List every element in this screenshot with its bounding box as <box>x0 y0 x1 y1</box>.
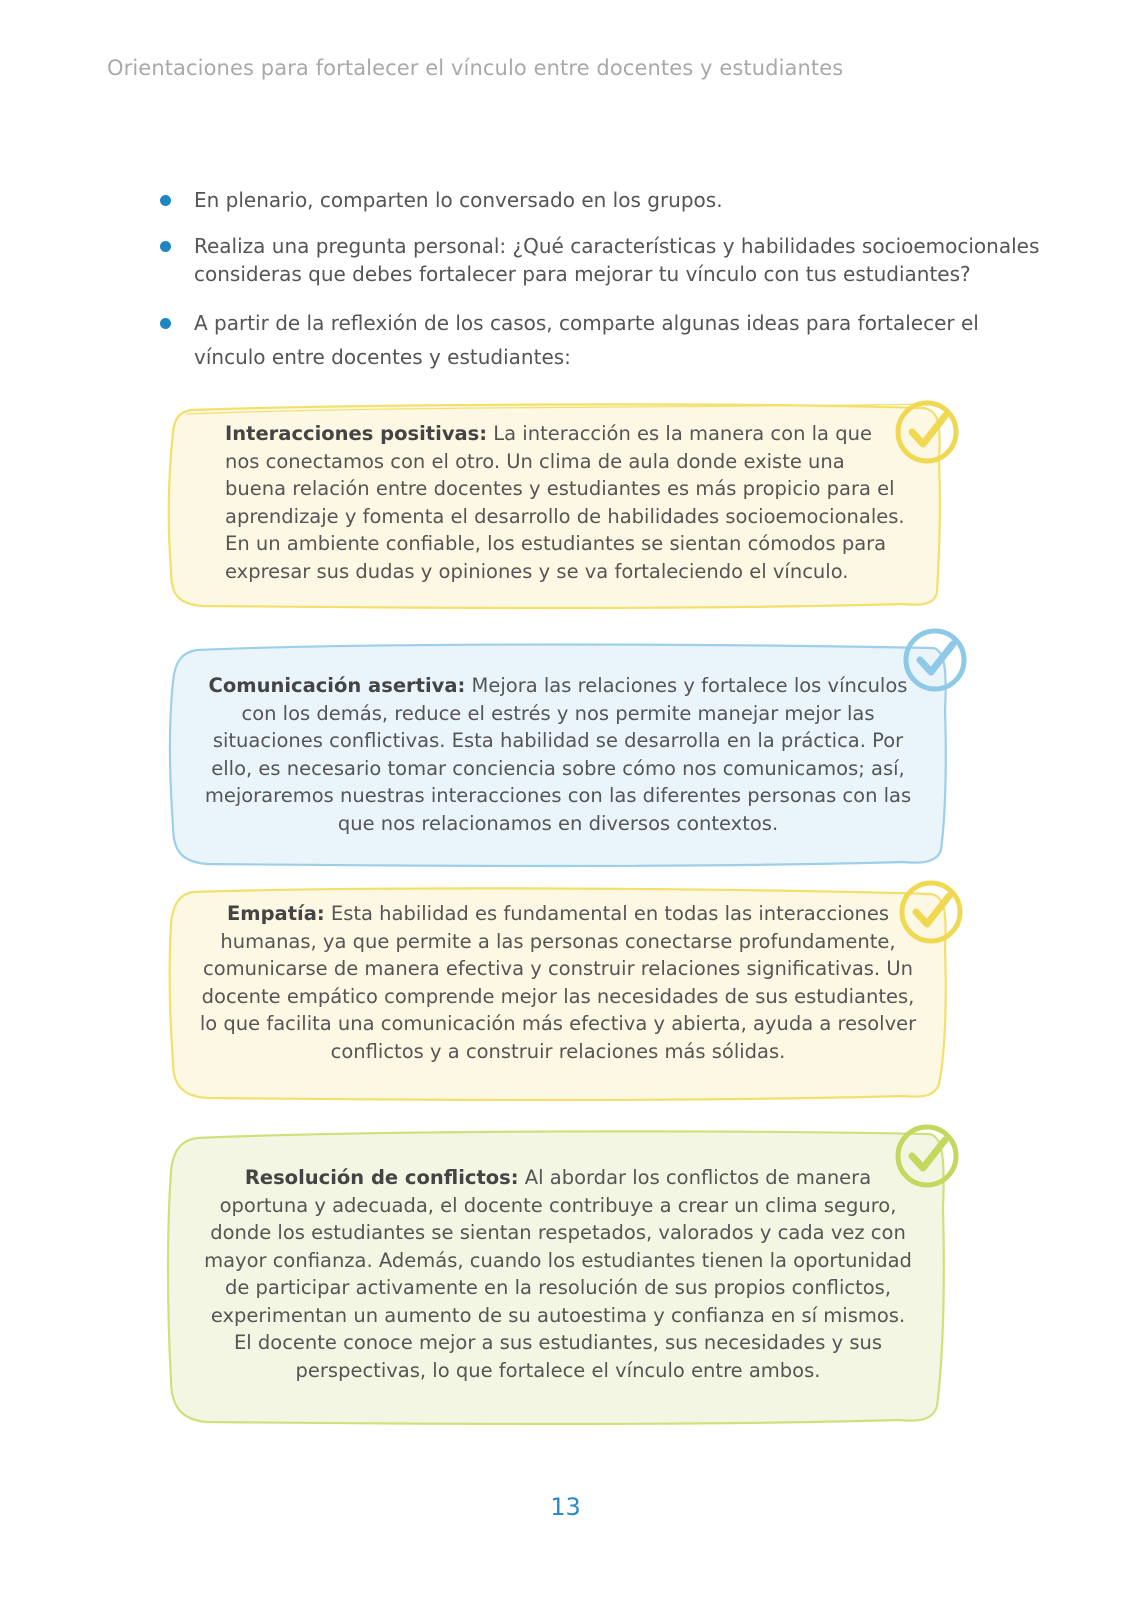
bullet-text: Realiza una pregunta personal: ¿Qué características y habilidades socioemocionales consideras que debes fortalecer para mejorar tu vínculo con tus estudiantes? <box>194 234 1040 286</box>
card-title: Comunicación asertiva: <box>208 674 466 697</box>
card-empatia <box>163 884 953 1104</box>
card-text <box>225 420 905 585</box>
card-title: Resolución de conflictos: <box>244 1166 519 1189</box>
bullet-dot <box>160 195 171 206</box>
bullet-dot <box>160 241 171 252</box>
card-interacciones-positivas <box>163 400 943 612</box>
running-header: Orientaciones para fortalecer el vínculo entre docentes y estudiantes <box>107 56 844 80</box>
bullet-item <box>160 232 1040 288</box>
page-number: 13 <box>550 1493 581 1521</box>
card-body: Al abordar los conflictos de manera oportuna y adecuada, el docente contribuye a crear un clima seguro, donde los estudiantes se sientan respetados, valorados y cada vez con mayor confianza. Además, cuando los estudiantes tienen la oportunidad de participar activamente en la resolución de sus propios conflictos, experimentan un aumento de su autoestima y confianza en sí mismos. El docente conoce mejor a sus estudiantes, sus necesidades y sus perspectivas, lo que fortalece el vínculo entre ambos. <box>204 1166 912 1382</box>
card-text <box>203 1164 913 1384</box>
check-icon <box>891 396 963 468</box>
card-comunicacion-asertiva <box>163 640 953 872</box>
card-body: Mejora las relaciones y fortalece los vínculos con los demás, reduce el estrés y nos permite manejar mejor las situaciones conflictivas. Esta habilidad se desarrolla en la práctica. Por ello, es necesario tomar conciencia sobre cómo nos comunicamos; así, mejoraremos nuestras interacciones con las diferentes personas con las que nos relacionamos en diversos contextos. <box>204 674 912 835</box>
card-title: Interacciones positivas: <box>225 422 488 445</box>
check-icon <box>891 1120 963 1192</box>
bullet-list <box>160 186 1040 392</box>
check-icon <box>899 624 971 696</box>
card-resolucion-de-conflictos <box>163 1128 953 1428</box>
bullet-item <box>160 306 1040 374</box>
check-icon <box>895 876 967 948</box>
card-text <box>203 672 913 837</box>
card-text <box>193 900 923 1065</box>
bullet-item <box>160 186 1040 214</box>
card-body: La interacción es la manera con la que nos conectamos con el otro. Un clima de aula donde existe una buena relación entre docentes y estudiantes es más propicio para el aprendizaje y fomenta el desarrollo de habilidades socioemocionales. En un ambiente confiable, los estudiantes se sientan cómodos para expresar sus dudas y opiniones y se va fortaleciendo el vínculo. <box>225 422 905 583</box>
card-title: Empatía: <box>226 902 325 925</box>
bullet-text: En plenario, comparten lo conversado en los grupos. <box>194 188 723 212</box>
bullet-text: A partir de la reflexión de los casos, comparte algunas ideas para fortalecer el vínculo entre docentes y estudiantes: <box>194 311 979 369</box>
bullet-dot <box>160 318 171 329</box>
card-body: Esta habilidad es fundamental en todas las interacciones humanas, ya que permite a las personas conectarse profundamente, comunicarse de manera efectiva y construir relaciones significativas. Un docente empático comprende mejor las necesidades de sus estudiantes, lo que facilita una comunicación más efectiva y abierta, ayuda a resolver conflictos y a construir relaciones más sólidas. <box>199 902 917 1063</box>
